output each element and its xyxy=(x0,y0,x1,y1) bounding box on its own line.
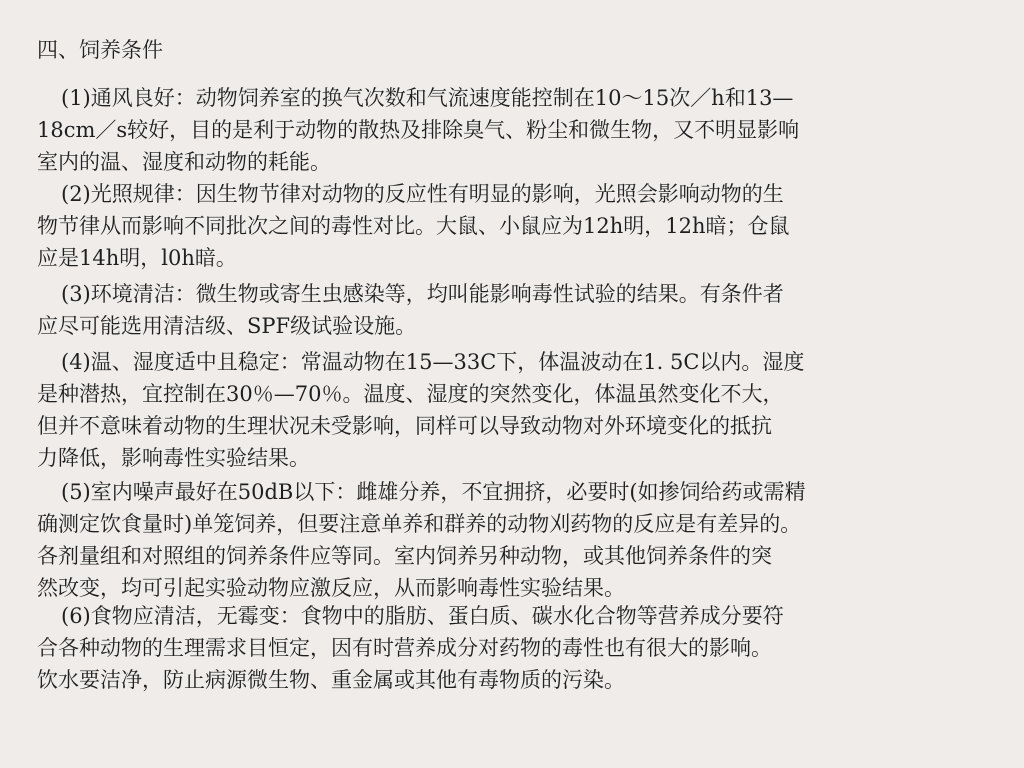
paragraph-line: 各剂量组和对照组的饲养条件应等同。室内饲养另种动物，或其他饲养条件的突 xyxy=(37,544,772,568)
paragraph-line: 但并不意味着动物的生理状况未受影响，同样可以导致动物对外环境变化的抵抗 xyxy=(37,414,772,438)
paragraph-line: (2)光照规律：因生物节律对动物的反应性有明显的影响，光照会影响动物的生 xyxy=(61,182,784,206)
paragraph-line: 确测定饮食量时)单笼饲养，但要注意单养和群养的动物刈药物的反应是有差异的。 xyxy=(37,512,802,536)
paragraph-temperature-humidity xyxy=(37,346,977,474)
paragraph-line: 是种潜热，宜控制在30％—70％。温度、湿度的突然变化，体温虽然变化不大， xyxy=(37,382,784,406)
paragraph-food-water xyxy=(37,600,977,696)
paragraph-line: (1)通风良好：动物饲养室的换气次数和气流速度能控制在10～15次／h和13— xyxy=(61,86,794,110)
paragraph-line: (5)室内噪声最好在50dB以下：雌雄分养，不宜拥挤，必要时(如掺饲给药或需精 xyxy=(61,480,806,504)
paragraph-cleanliness xyxy=(37,278,977,342)
paragraph-line: 力降低，影响毒性实验结果。 xyxy=(37,446,310,470)
paragraph-line: 然改变，均可引起实验动物应激反应，从而影响毒性实验结果。 xyxy=(37,576,625,600)
section-heading: 四、饲养条件 xyxy=(37,38,163,62)
paragraph-line: 物节律从而影响不同批次之间的毒性对比。大鼠、小鼠应为12h明，12h暗；仓鼠 xyxy=(37,214,790,238)
paragraph-line: 饮水要洁净，防止病源微生物、重金属或其他有毒物质的污染。 xyxy=(37,668,625,692)
paragraph-ventilation xyxy=(37,82,977,178)
paragraph-line: 应尽可能选用清洁级、SPF级试验设施。 xyxy=(37,314,417,338)
paragraph-noise xyxy=(37,476,977,604)
paragraph-line: 室内的温、湿度和动物的耗能。 xyxy=(37,150,331,174)
paragraph-line: 合各种动物的生理需求目恒定，因有时营养成分对药物的毒性也有很大的影响。 xyxy=(37,636,772,660)
paragraph-line: (3)环境清洁：微生物或寄生虫感染等，均叫能影响毒性试验的结果。有条件者 xyxy=(61,282,784,306)
paragraph-line: 应是14h明，l0h暗。 xyxy=(37,246,237,270)
paragraph-lighting xyxy=(37,178,977,274)
paragraph-line: 18cm／s较好，目的是利于动物的散热及排除臭气、粉尘和微生物，又不明显影响 xyxy=(37,118,800,142)
paragraph-line: (4)温、湿度适中且稳定：常温动物在15—33C下，体温波动在1. 5C以内。湿度 xyxy=(61,350,805,374)
paragraph-line: (6)食物应清洁，无霉变：食物中的脂肪、蛋白质、碳水化合物等营养成分要符 xyxy=(61,604,784,628)
